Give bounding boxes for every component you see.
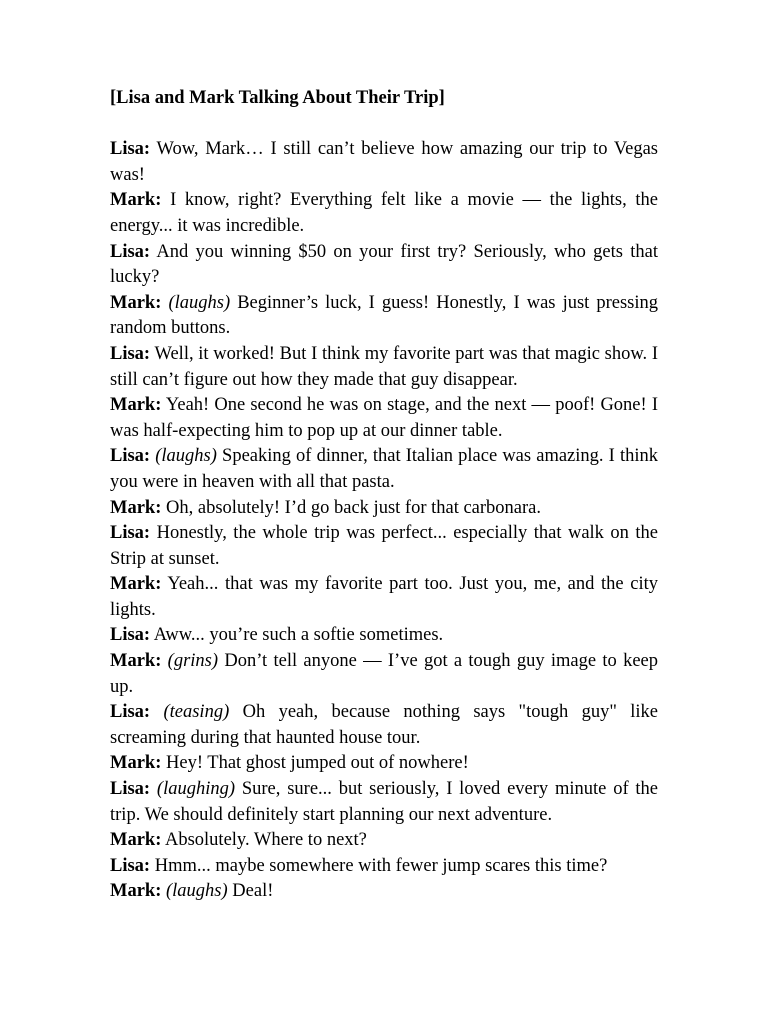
stage-direction: (laughs) — [166, 881, 228, 902]
spoken-text: Deal! — [232, 881, 274, 902]
spoken-text: Oh yeah, because nothing says "tough guy" like screaming during that haunted house tour. — [110, 702, 659, 748]
speaker-name: Lisa: — [110, 523, 151, 544]
speaker-name: Mark: — [110, 830, 162, 851]
speaker-name: Lisa: — [110, 625, 151, 646]
stage-direction: (grins) — [167, 651, 219, 672]
dialogue-line — [110, 393, 658, 444]
speaker-name: Lisa: — [110, 241, 151, 262]
spoken-text: Aww... you’re such a softie sometimes. — [153, 625, 444, 646]
speaker-name: Mark: — [110, 651, 162, 672]
stage-direction: (teasing) — [163, 702, 230, 723]
dialogue-line — [110, 444, 658, 495]
dialogue-line — [110, 879, 658, 905]
dialogue-line — [110, 496, 658, 522]
dialogue-line — [110, 700, 658, 751]
dialogue-line — [110, 291, 658, 342]
spoken-text: Well, it worked! But I think my favorite part was that magic show. I still can’t figure out how they made that guy disappear. — [110, 343, 658, 390]
document-body — [110, 86, 658, 905]
speaker-name: Lisa: — [110, 343, 151, 364]
dialogue-line — [110, 342, 658, 393]
speaker-name: Mark: — [110, 881, 162, 902]
document-title: [Lisa and Mark Talking About Their Trip] — [110, 88, 445, 108]
speaker-name: Mark: — [110, 190, 162, 211]
speaker-name: Mark: — [110, 574, 162, 595]
speaker-name: Lisa: — [110, 702, 151, 723]
spoken-text: Oh, absolutely! I’d go back just for that carbonara. — [166, 497, 542, 518]
dialogue-line — [110, 751, 658, 777]
spoken-text: Hmm... maybe somewhere with fewer jump scares this time? — [154, 855, 608, 876]
speaker-name: Mark: — [110, 292, 162, 313]
spoken-text: Wow, Mark… I still can’t believe how amazing our trip to Vegas was! — [110, 139, 659, 185]
dialogue-line — [110, 828, 658, 854]
spoken-text: Yeah! One second he was on stage, and the next — poof! Gone! I was half-expecting him to pop up at our dinner table. — [110, 395, 658, 441]
spoken-text: Speaking of dinner, that Italian place was amazing. I think you were in heaven with all that pasta. — [110, 446, 658, 492]
dialogue-line — [110, 137, 658, 188]
dialogue-line — [110, 240, 658, 291]
stage-direction: (laughing) — [156, 779, 236, 800]
dialogue-line — [110, 623, 658, 649]
dialogue-line — [110, 854, 658, 880]
dialogue-list — [110, 137, 658, 905]
spoken-text: Sure, sure... but seriously, I loved every minute of the trip. We should definitely start planning our next adventure. — [110, 779, 659, 825]
spoken-text: Honestly, the whole trip was perfect... especially that walk on the Strip at sunset. — [110, 523, 659, 569]
spoken-text: Hey! That ghost jumped out of nowhere! — [166, 753, 469, 774]
spoken-text: And you winning $50 on your first try? Seriously, who gets that lucky? — [110, 241, 658, 288]
dialogue-line — [110, 572, 658, 623]
dialogue-line — [110, 188, 658, 239]
stage-direction: (laughs) — [155, 446, 217, 467]
speaker-name: Lisa: — [110, 446, 151, 467]
spoken-text: Don’t tell anyone — I’ve got a tough guy image to keep up. — [110, 651, 659, 697]
spoken-text: Beginner’s luck, I guess! Honestly, I was just pressing random buttons. — [110, 292, 659, 339]
spoken-text: Absolutely. Where to next? — [164, 830, 367, 851]
speaker-name: Mark: — [110, 753, 162, 774]
spoken-text: Yeah... that was my favorite part too. Just you, me, and the city lights. — [110, 574, 658, 620]
dialogue-line — [110, 521, 658, 572]
dialogue-line — [110, 649, 658, 700]
speaker-name: Lisa: — [110, 855, 151, 876]
speaker-name: Lisa: — [110, 779, 151, 800]
speaker-name: Mark: — [110, 395, 162, 416]
speaker-name: Mark: — [110, 497, 162, 518]
spoken-text: I know, right? Everything felt like a movie — the lights, the energy... it was incredible. — [110, 190, 659, 236]
stage-direction: (laughs) — [168, 292, 231, 313]
dialogue-line — [110, 777, 658, 828]
speaker-name: Lisa: — [110, 139, 151, 160]
